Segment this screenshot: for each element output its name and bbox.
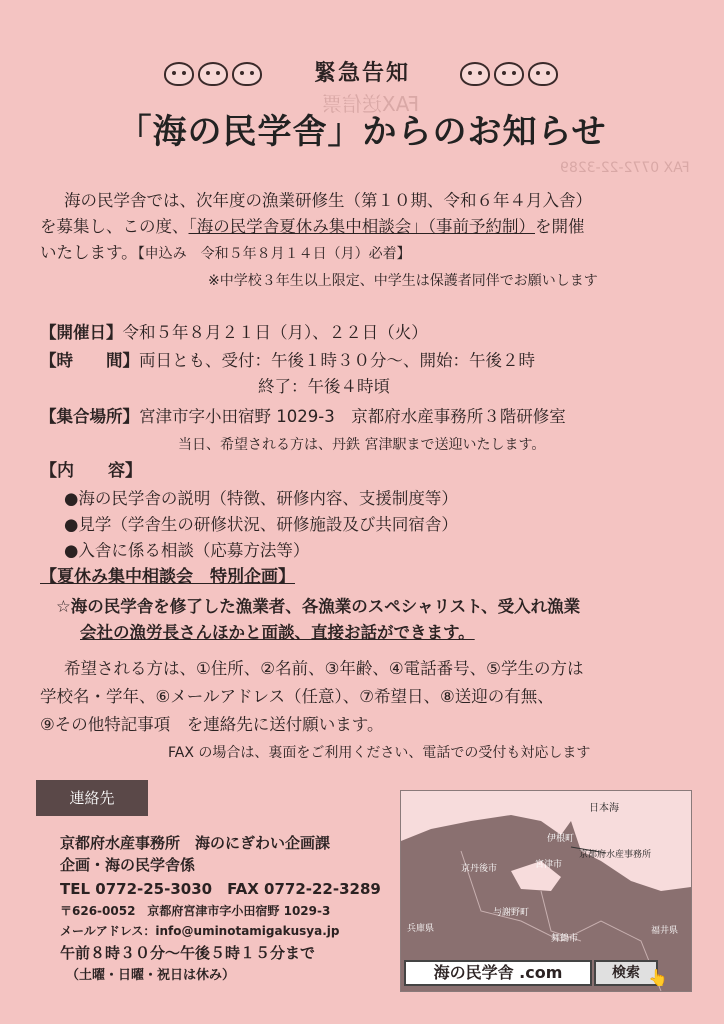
search-button[interactable]: 検索 xyxy=(594,960,658,986)
map-label-yosano: 与謝野町 xyxy=(493,908,530,918)
application-deadline: 【申込み 令和５年８月１４日（月）必着】 xyxy=(137,246,411,262)
map-label-maizuru: 舞鶴市 xyxy=(551,934,579,944)
contact-hours: 午前８時３０分～午後５時１５分まで xyxy=(60,944,316,962)
place-label: 【集合場所】 xyxy=(40,407,139,426)
date-label: 【開催日】 xyxy=(40,323,123,342)
urgent-notice-heading: 緊急告知 xyxy=(313,61,410,86)
search-site-name: 海の民学舎 .com xyxy=(404,960,592,986)
apply-line-3: ⑨その他特記事項 を連絡先に送付願います。 xyxy=(40,715,384,734)
contact-tel-fax: TEL 0772-25-3030 FAX 0772-22-3289 xyxy=(60,880,381,898)
time-end: 終了：午後４時頃 xyxy=(258,377,390,396)
intro-line-2-post: を開催 xyxy=(535,217,585,236)
contact-closed: （土曜・日曜・祝日は休み） xyxy=(66,968,236,983)
map-label-office: 京都府水産事務所 xyxy=(579,850,652,860)
contact-tag: 連絡先 xyxy=(36,780,148,816)
map-label-ine: 伊根町 xyxy=(547,834,575,844)
contact-email: メールアドレス：info@uminotamigakusya.jp xyxy=(60,924,340,938)
time-row xyxy=(40,350,535,372)
map-label-kyotango: 京丹後市 xyxy=(461,864,498,874)
special-line-2: 会社の漁労長さんほかと面談、直接お話ができます。 xyxy=(80,623,475,642)
content-item-3: ●入舎に係る相談（応募方法等） xyxy=(64,541,310,560)
intro-line-2-pre: を募集し、この度、 xyxy=(40,217,189,236)
intro-line-2 xyxy=(40,216,585,238)
contact-section: 企画・海の民学舎係 xyxy=(60,856,196,874)
intro-line-3 xyxy=(40,242,411,265)
bleed-through-fax-title: FAX送信票 xyxy=(322,92,420,116)
map-label-miyazu: 宮津市 xyxy=(535,860,563,870)
time-value: 両日とも、受付：午後１時３０分～、開始：午後２時 xyxy=(139,351,535,370)
intro-line-1: 海の民学舎では、次年度の漁業研修生（第１０期、令和６年４月入舎） xyxy=(64,191,592,210)
content-label: 【内 容】 xyxy=(40,461,142,481)
pickup-note: 当日、希望される方は、丹鉄 宮津駅まで送迎いたします。 xyxy=(178,437,546,453)
place-value: 宮津市字小田宿野 1029-3 京都府水産事務所３階研修室 xyxy=(139,407,566,426)
apply-line-1: 希望される方は、①住所、②名前、③年齢、④電話番号、⑤学生の方は xyxy=(64,659,584,678)
fax-note: FAX の場合は、裏面をご利用ください、電話での受付も対応します xyxy=(168,745,591,761)
contact-org: 京都府水産事務所 海のにぎわい企画課 xyxy=(60,834,331,852)
map-label-fukui: 福井県 xyxy=(651,926,679,936)
bleed-through-fax-number: FAX 0772-22-3289 xyxy=(560,160,690,176)
content-item-1: ●海の民学舎の説明（特徴、研修内容、支援制度等） xyxy=(64,489,458,508)
map-label-sea: 日本海 xyxy=(589,803,619,814)
event-name: 「海の民学舎夏休み集中相談会」（事前予約制） xyxy=(188,217,535,236)
special-event-label: 【夏休み集中相談会 特別企画】 xyxy=(40,567,295,587)
date-value: 令和５年８月２１日（月）、２２日（火） xyxy=(122,323,428,342)
content-item-2: ●見学（学舎生の研修状況、研修施設及び共同宿舎） xyxy=(64,515,458,534)
eligibility-note: ※中学校３年生以上限定、中学生は保護者同伴でお願いします xyxy=(208,273,598,289)
date-row xyxy=(40,322,428,344)
time-label: 【時 間】 xyxy=(40,351,139,370)
pointer-icon: 👆 xyxy=(648,968,668,987)
page-title: 「海の民学舎」からのお知らせ xyxy=(117,112,607,152)
contact-address: 〒626-0052 京都府宮津市字小田宿野 1029-3 xyxy=(60,904,331,918)
place-row xyxy=(40,406,566,428)
apply-line-2: 学校名・学年、⑥メールアドレス（任意）、⑦希望日、⑧送迎の有無、 xyxy=(40,687,554,706)
intro-line-3-pre: いたします。 xyxy=(40,243,138,262)
map-label-hyogo: 兵庫県 xyxy=(407,924,435,934)
special-line-1: ☆海の民学舎を修了した漁業者、各漁業のスペシャリスト、受入れ漁業 xyxy=(56,597,581,616)
